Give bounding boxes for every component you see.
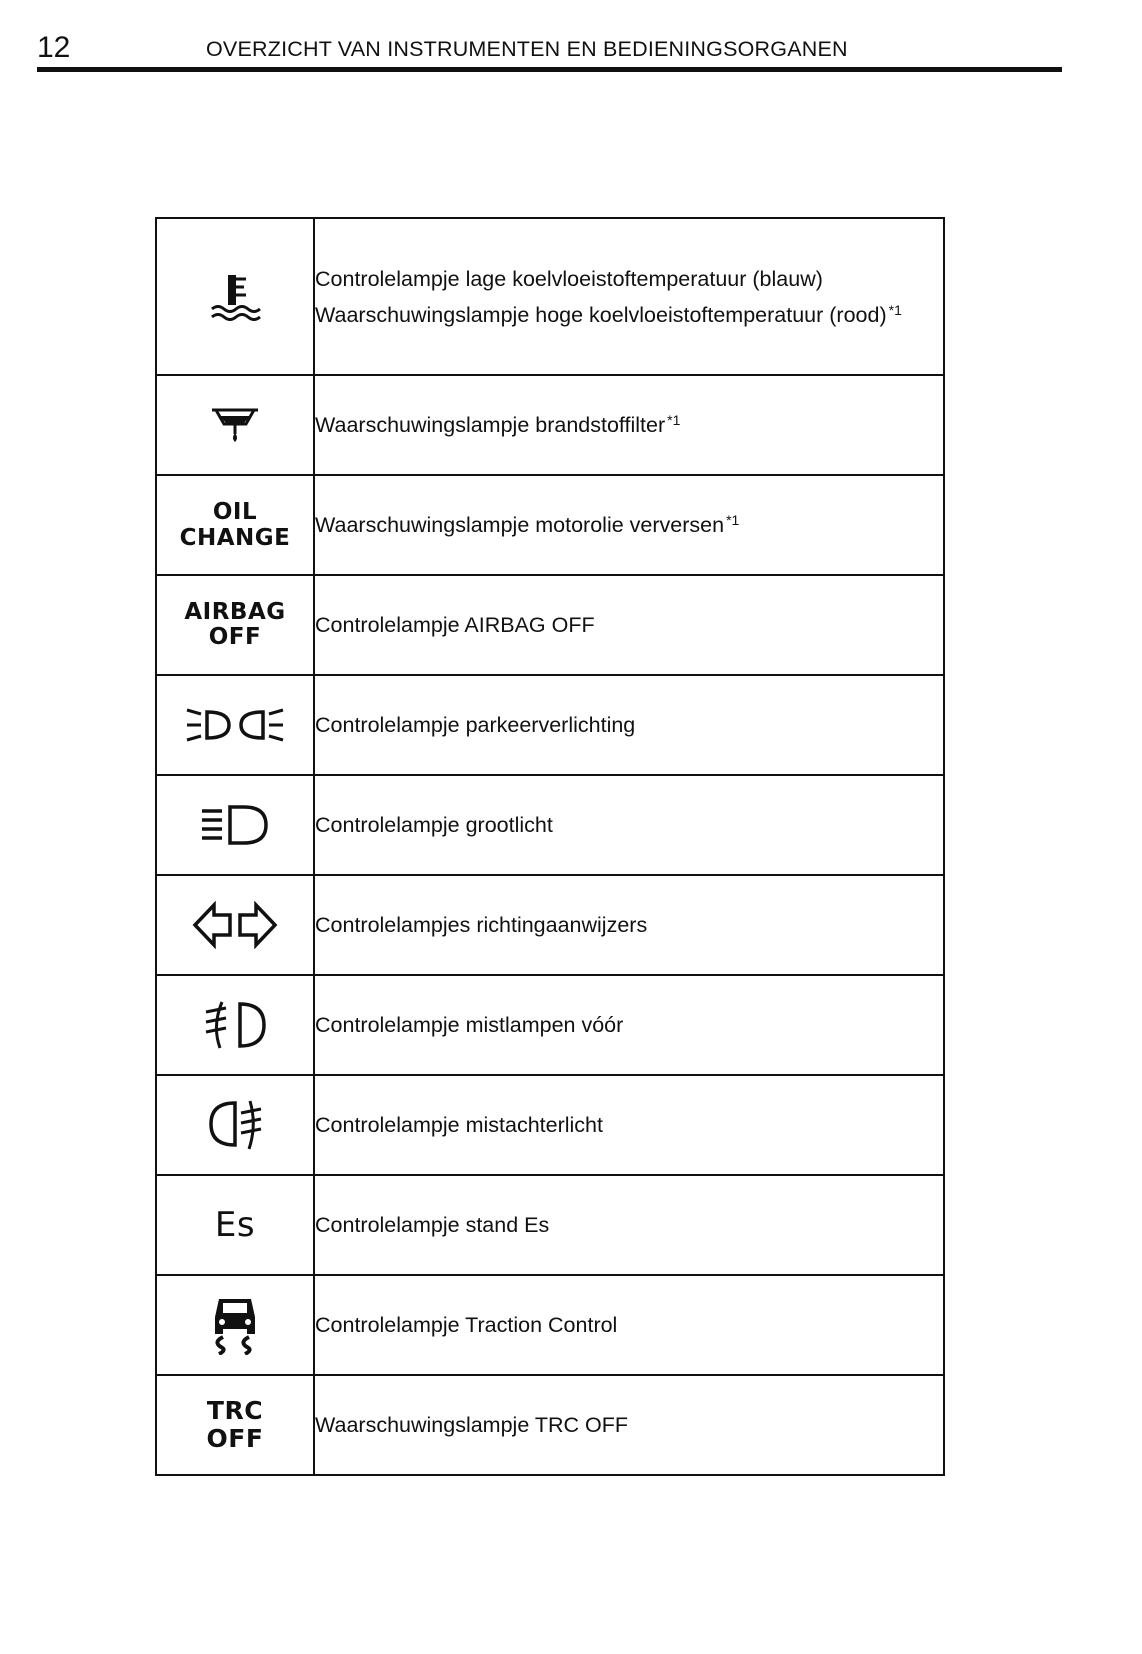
symbol-cell (156, 975, 314, 1075)
parking-lights-icon (185, 702, 285, 748)
turn-signal-icon (192, 901, 278, 949)
table-row (156, 475, 944, 575)
coolant-temperature-icon (208, 273, 262, 321)
symbol-cell (156, 775, 314, 875)
table-row (156, 1075, 944, 1175)
description-line: Waarschuwingslampje motorolie verversen $^{*1}$ (315, 512, 740, 537)
description-line: Controlelampje parkeerverlichting (315, 713, 636, 737)
footnote-marker: *1 (888, 301, 902, 318)
header-rule (37, 67, 1062, 72)
es-mode-text-icon: Es (214, 1205, 256, 1245)
traction-control-icon (209, 1295, 261, 1355)
description-cell (314, 1175, 944, 1275)
table-row (156, 875, 944, 975)
description-line: Controlelampje mistlampen vóór (315, 1013, 624, 1037)
description-line: Controlelampjes richtingaanwijzers (315, 913, 648, 937)
description-cell (314, 475, 944, 575)
table-row (156, 1175, 944, 1275)
table-row (156, 975, 944, 1075)
description-line: Controlelampje AIRBAG OFF (315, 613, 595, 637)
description-cell (314, 1075, 944, 1175)
description-line: Controlelampje stand Es (315, 1213, 550, 1237)
description-cell (314, 775, 944, 875)
fuel-filter-icon (210, 406, 260, 444)
table-row (156, 675, 944, 775)
description-cell (314, 218, 944, 375)
symbol-cell (156, 375, 314, 475)
table-row (156, 1275, 944, 1375)
table-row (156, 1375, 944, 1475)
description-cell (314, 1375, 944, 1475)
symbol-cell (156, 218, 314, 375)
page-title: OVERZICHT VAN INSTRUMENTEN EN BEDIENINGSORGANEN (206, 37, 848, 61)
symbol-cell (156, 575, 314, 675)
description-line: Controlelampje Traction Control (315, 1313, 618, 1337)
footnote-marker: *1 (667, 412, 681, 428)
description-line: Waarschuwingslampje TRC OFF (315, 1413, 629, 1437)
trc-off-text-icon: TRC OFF (206, 1396, 264, 1453)
description-cell (314, 675, 944, 775)
symbol-cell (156, 1275, 314, 1375)
table-row (156, 775, 944, 875)
airbag-off-text-icon: AIRBAG OFF (184, 599, 286, 650)
description-cell (314, 975, 944, 1075)
description-line: Waarschuwingslampje hoge koelvloeistoftemperatuur (rood) $^{*1}$ (315, 301, 902, 327)
description-line: Waarschuwingslampje brandstoffilter $^{*1}$ (315, 412, 681, 437)
page-number: 12 (37, 31, 71, 64)
symbol-cell (156, 475, 314, 575)
description-line: Controlelampje mistachterlicht (315, 1113, 603, 1137)
description-cell (314, 1275, 944, 1375)
symbol-cell (156, 875, 314, 975)
description-cell (314, 875, 944, 975)
symbol-cell (156, 1075, 314, 1175)
table-row (156, 375, 944, 475)
indicator-lamp-table (155, 217, 945, 1476)
table-row (156, 218, 944, 375)
page-header (37, 30, 1062, 74)
description-line: Controlelampje grootlicht (315, 813, 553, 837)
description-cell (314, 375, 944, 475)
table-row (156, 575, 944, 675)
symbol-cell (156, 1375, 314, 1475)
rear-fog-light-icon (205, 1099, 265, 1151)
description-line: Controlelampje lage koelvloeistoftemperatuur (blauw) (315, 266, 823, 291)
description-cell (314, 575, 944, 675)
symbol-cell (156, 1175, 314, 1275)
symbol-cell (156, 675, 314, 775)
front-fog-light-icon (202, 1000, 268, 1050)
high-beam-icon (200, 803, 270, 847)
footnote-marker: *1 (726, 512, 740, 528)
oil-change-text-icon: OIL CHANGE (179, 499, 291, 551)
